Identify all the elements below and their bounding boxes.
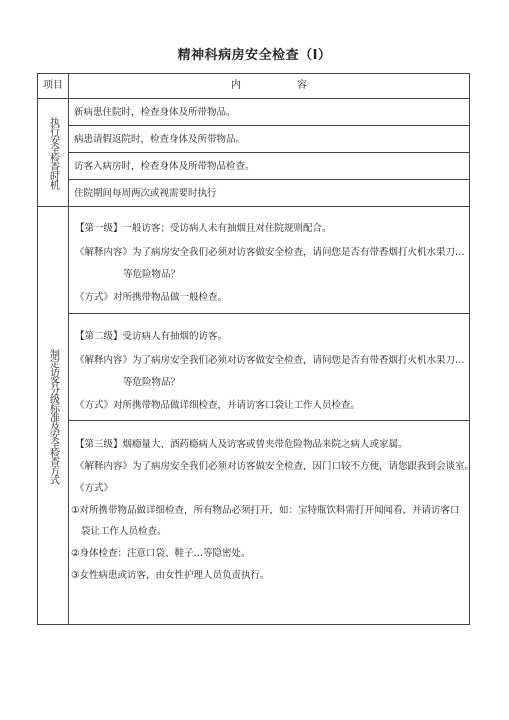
level2-heading: 【第二级】受访病人有抽烟的访客。 [75,331,228,342]
level3-explain: 《解释内容》为了病房安全我们必须对访客做安全检查，因门口较不方便，请您跟我到会谈室。 [75,461,475,472]
level3-method-label: 《方式》 [75,483,114,494]
level2-explain-cont: 等危险物品？ [123,377,181,388]
level3-item-3: ③女性病患或访客，由女性护理人员负责执行。 [71,570,270,581]
level3-item-1: ①对所携带物品做详细检查，所有物品必须打开，如：宝特瓶饮料需打开闻闻看，并请访客口 [71,505,460,516]
section1-label-cell [38,99,69,207]
level3-item-1-cont: 袋让工作人员检查。 [81,526,167,537]
section2-label-cell [38,207,69,625]
level1-method: 《方式》对所携带物品做一般检查。 [75,292,228,303]
section1-row-text: 住院期间每周两次或视需要时执行 [74,188,217,199]
level2-explain: 《解释内容》为了病房安全我们必须对访客做安全检查，请问您是否有带香烟打火机水果刀… [75,355,465,366]
section1-row [69,153,469,180]
level1-explain-cont: 等危险物品？ [123,269,181,280]
level3-cell [69,421,475,625]
header-content-column [69,74,469,98]
section1-label: 执行安全检查时机 [47,117,59,189]
section1-row [69,180,469,207]
document-title: 精神科病房安全检查（I） [177,48,332,63]
header-content-char-1: 内 [231,80,241,91]
level2-method: 《方式》对所携带物品做详细检查，并请访客口袋让工作人员检查。 [75,400,361,411]
section1-row-text: 新病患住院时，检查身体及所带物品。 [74,107,236,118]
section1-row [69,126,469,153]
safety-check-table [37,73,475,625]
section1-row-text: 访客入病房时，检查身体及所带物品检查。 [74,161,255,172]
level3-heading: 【第三级】烟瘾量大、酒药瘾病人及访客或曾夹带危险物品来院之病人或家属。 [75,439,408,450]
section1-row-text: 病患请假返院时，检查身体及所带物品。 [74,134,246,145]
level1-cell [69,207,469,314]
header-content-char-2: 容 [297,80,307,91]
section1-row [69,99,469,126]
table-header [38,74,469,99]
level1-explain: 《解释内容》为了病房安全我们必须对访客做安全检查，请问您是否有带香烟打火机水果刀… [75,247,465,258]
level1-heading: 【第一级】一般访客；受访病人未有抽烟且对住院规则配合。 [75,223,332,234]
level2-cell [69,314,469,421]
header-item-column: 项目 [38,74,69,98]
level3-item-2: ②身体检查：注意口袋、鞋子…等隐密处。 [71,548,251,559]
section2-label: 制定访客分级标准及安全检查方式 [47,348,59,484]
